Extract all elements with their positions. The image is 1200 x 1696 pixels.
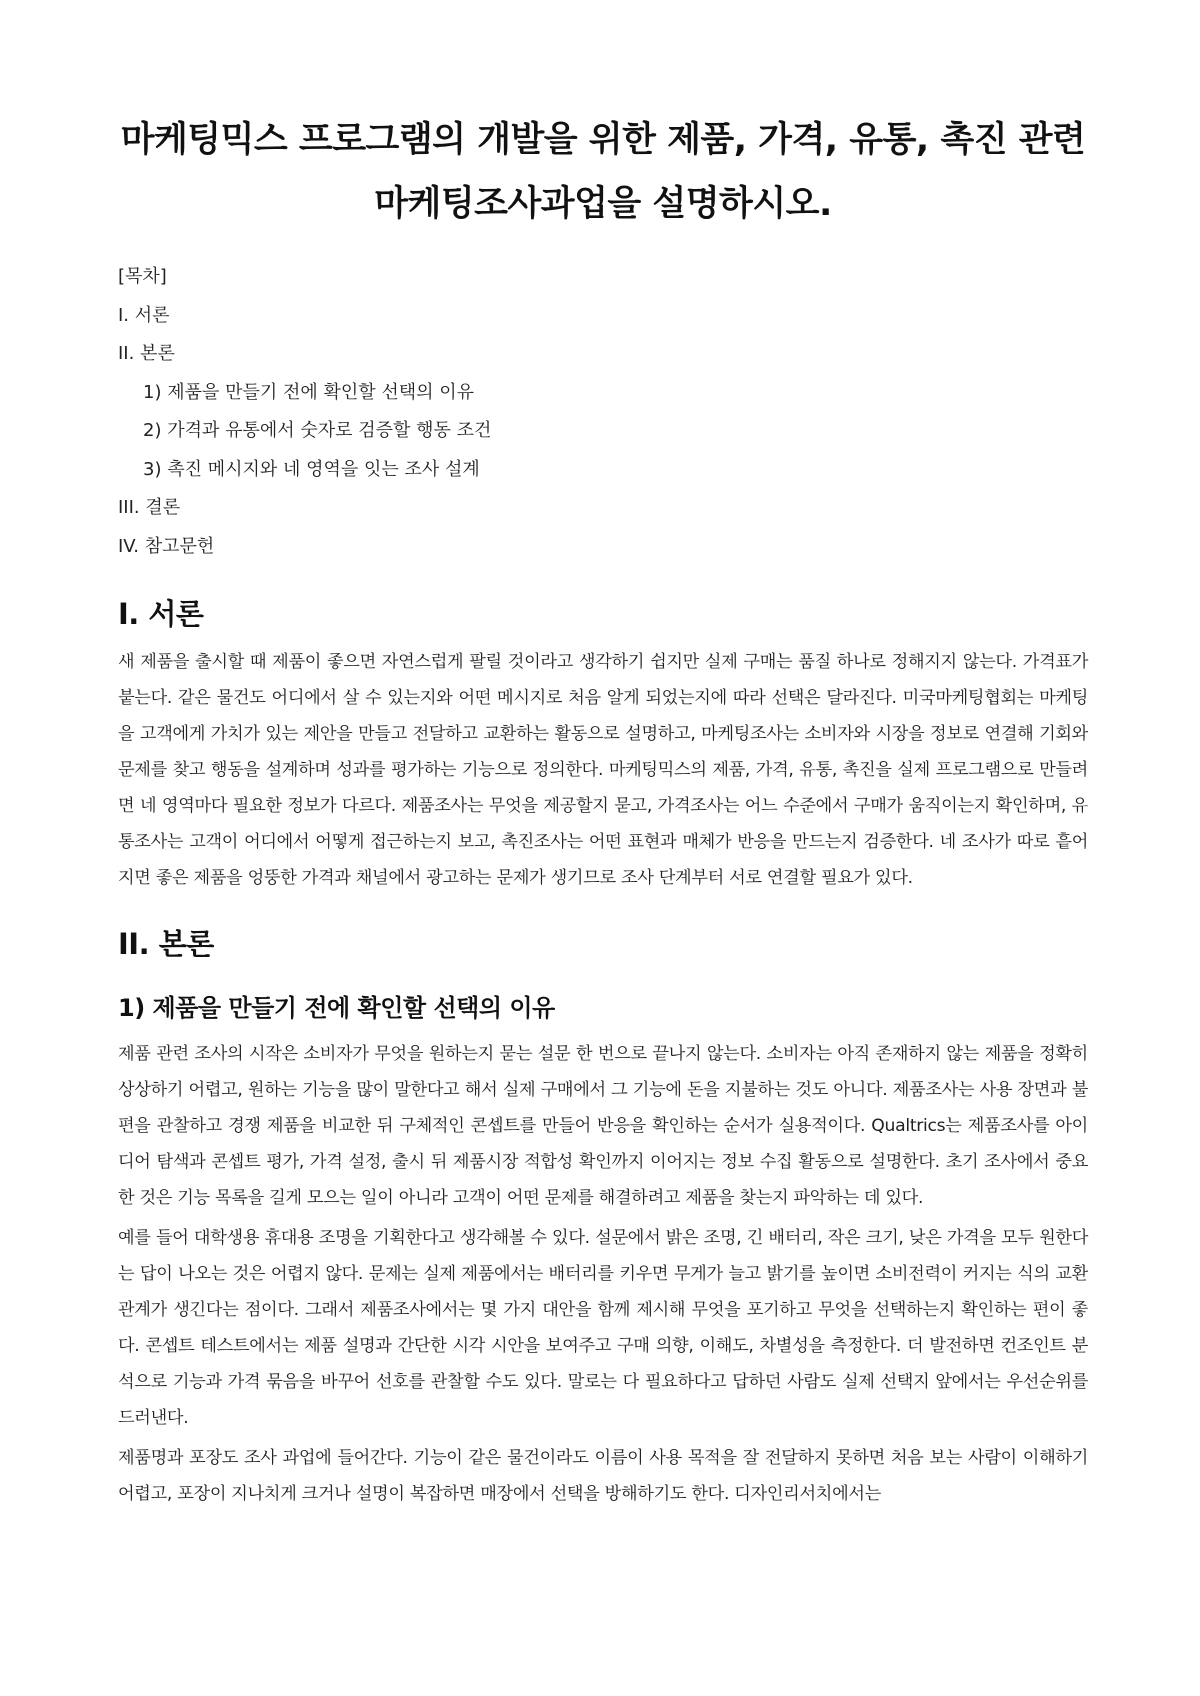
toc-item-subsection-3: 3) 촉진 메시지와 네 영역을 잇는 조사 설계 [143,458,480,480]
toc-label: [목차] [118,266,167,287]
body-paragraph-1: 제품 관련 조사의 시작은 소비자가 무엇을 원하는지 묻는 설문 한 번으로 끝나지 않는다. 소비자는 아직 존재하지 않는 제품을 정확히 상상하기 어렵고, 원하는 기능을 많이 말한다고 해서 실제 구매에서 그 기능에 돈을 지불하는 것도 아니다. 제품조사는 사용 장면과 불편을 관찰하고 경쟁 제품을 비교한 뒤 구체적인 콘셉트를 만들어 반응을 확인하는 순서가 실용적이다. Qualtrics는 제품조사를 아이디어 탐색과 콘셉트 평가, 가격 설정, 출시 뒤 제품시장 적합성 확인까지 이어지는 정보 수집 활동으로 설명한다. 초기 조사에서 중요한 것은 기능 목록을 길게 모으는 일이 아니라 고객이 어떤 문제를 해결하려고 제품을 찾는지 파악하는 데 있다. [118,1044,1088,1208]
toc-item-subsection-2: 2) 가격과 유통에서 숫자로 검증할 행동 조건 [143,420,492,441]
introduction-paragraph: 새 제품을 출시할 때 제품이 좋으면 자연스럽게 팔릴 것이라고 생각하기 쉽지만 실제 구매는 품질 하나로 정해지지 않는다. 가격표가 붙는다. 같은 물건도 어디에서 살 수 있는지와 어떤 메시지로 처음 알게 되었는지에 따라 선택은 달라진다. 미국마케팅협회는 마케팅을 고객에게 가치가 있는 제안을 만들고 전달하고 교환하는 활동으로 설명하고, 마케팅조사는 소비자와 시장을 정보로 연결해 기회와 문제를 찾고 행동을 설계하며 성과를 평가하는 기능으로 정의한다. 마케팅믹스의 제품, 가격, 유통, 촉진을 실제 프로그램으로 만들려면 네 영역마다 필요한 정보가 다르다. 제품조사는 무엇을 제공할지 묻고, 가격조사는 어느 수준에서 구매가 움직이는지 확인하며, 유통조사는 고객이 어디에서 어떻게 접근하는지 보고, 촉진조사는 어떤 표현과 매체가 반응을 만드는지 검증한다. 네 조사가 따로 흩어지면 좋은 제품을 엉뚱한 가격과 채널에서 광고하는 문제가 생기므로 조사 단계부터 서로 연결할 필요가 있다. [118,652,1088,888]
toc-item-subsection-1: 1) 제품을 만들기 전에 확인할 선택의 이유 [143,381,475,403]
toc-item-conclusion: III. 결론 [118,497,181,518]
subsection-heading-product: 1) 제품을 만들기 전에 확인할 선택의 이유 [118,994,555,1022]
toc-item-introduction: I. 서론 [118,304,170,326]
toc-item-body: II. 본론 [118,343,175,364]
document-title: 마케팅믹스 프로그램의 개발을 위한 제품, 가격, 유통, 촉진 관련 마케팅조사과업을 설명하시오. [120,120,1086,224]
toc-item-references: IV. 참고문헌 [118,535,215,557]
table-of-contents [118,258,1088,566]
body-paragraph-2: 예를 들어 대학생용 휴대용 조명을 기획한다고 생각해볼 수 있다. 설문에서 밝은 조명, 긴 배터리, 작은 크기, 낮은 가격을 모두 원한다는 답이 나오는 것은 어렵지 않다. 문제는 실제 제품에서는 배터리를 키우면 무게가 늘고 밝기를 높이면 소비전력이 커지는 식의 교환 관계가 생긴다는 점이다. 그래서 제품조사에서는 몇 가지 대안을 함께 제시해 무엇을 포기하고 무엇을 선택하는지 확인하는 편이 좋다. 콘셉트 테스트에서는 제품 설명과 간단한 시각 시안을 보여주고 구매 의향, 이해도, 차별성을 측정한다. 더 발전하면 컨조인트 분석으로 기능과 가격 묶음을 바꾸어 선호를 관찰할 수도 있다. 말로는 다 필요하다고 답하던 사람도 실제 선택지 앞에서는 우선순위를 드러낸다. [118,1228,1088,1428]
section-heading-introduction: I. 서론 [118,597,204,631]
section-heading-body: II. 본론 [118,927,214,961]
body-paragraph-3: 제품명과 포장도 조사 과업에 들어간다. 기능이 같은 물건이라도 이름이 사용 목적을 잘 전달하지 못하면 처음 보는 사람이 이해하기 어렵고, 포장이 지나치게 크거나 설명이 복잡하면 매장에서 선택을 방해하기도 한다. 디자인리서치에서는 [118,1448,1088,1504]
